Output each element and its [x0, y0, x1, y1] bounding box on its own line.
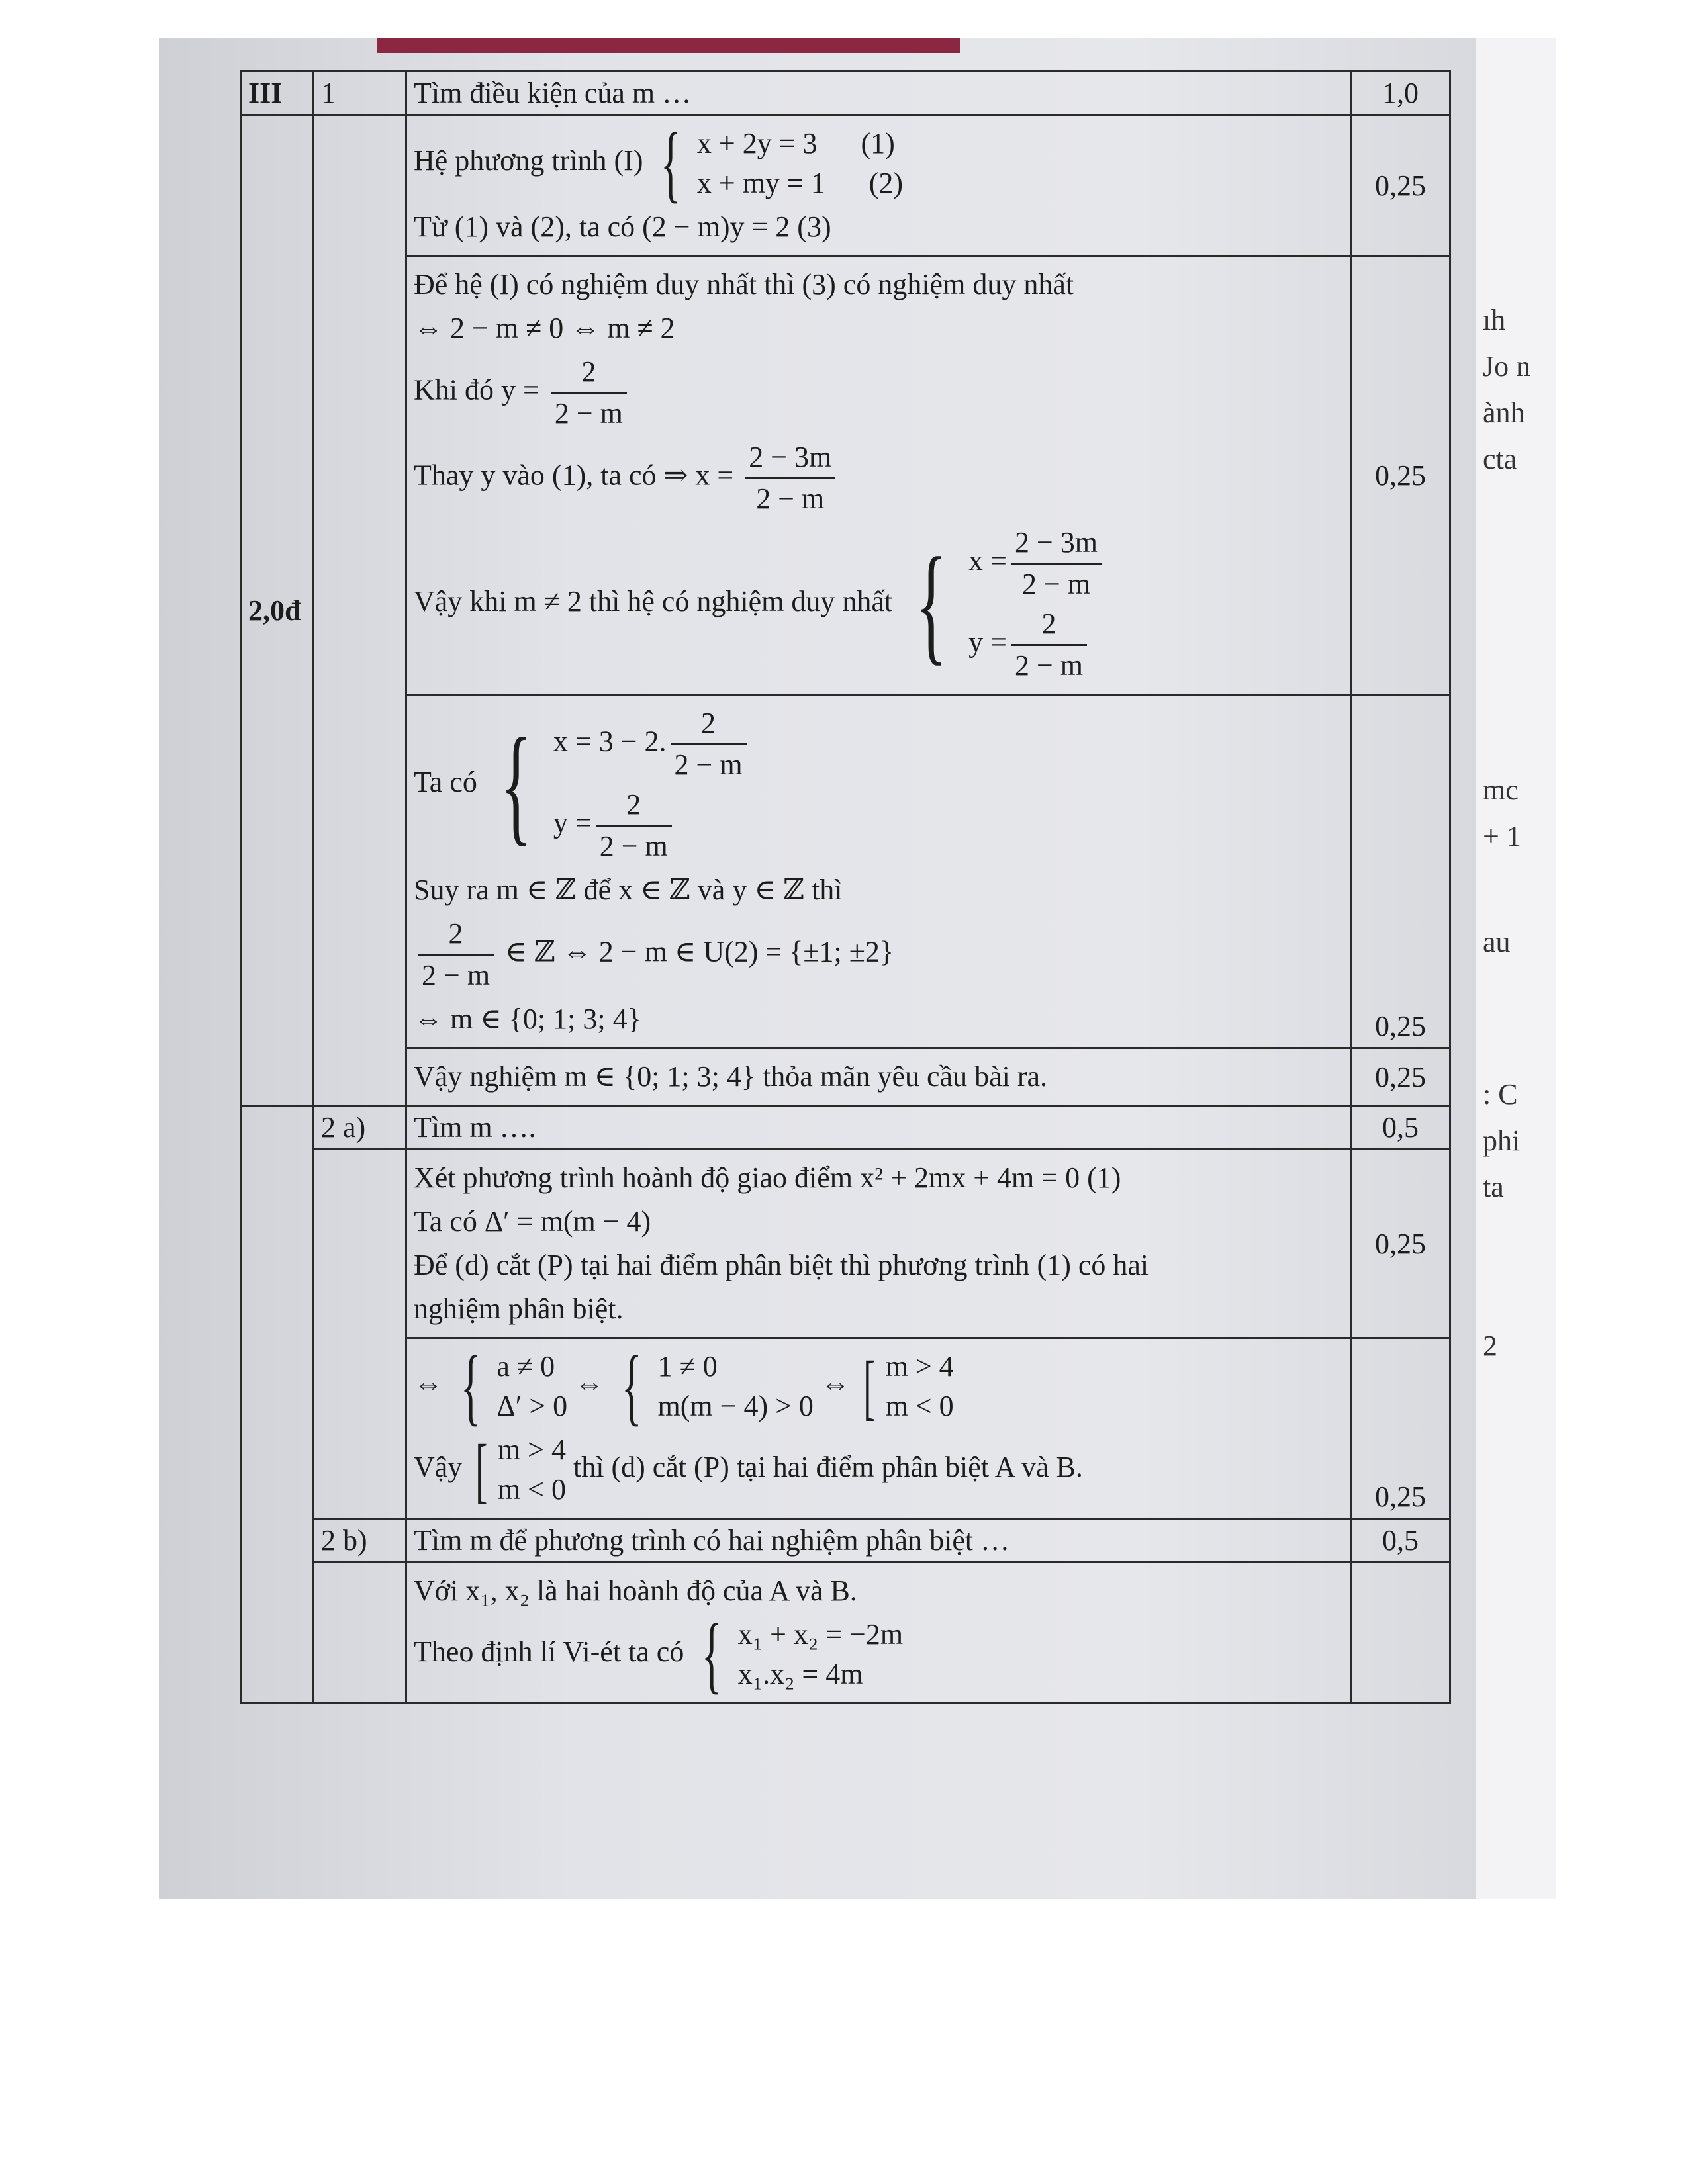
text-line: Xét phương trình hoành độ giao điểm x² + 2mx + 4m = 0 (1)	[414, 1161, 1121, 1194]
table-row	[241, 1106, 1450, 1150]
content-cell	[406, 695, 1351, 1048]
text-line: Suy ra m ∈ ℤ để x ∈ ℤ và y ∈ ℤ thì	[414, 874, 843, 906]
table-row	[241, 1519, 1450, 1563]
table-row	[241, 1563, 1450, 1704]
document-photo	[159, 38, 1556, 1899]
vieta-system: { x₁ + x₂ = −2m x₁.x₂ = 4m	[701, 1607, 904, 1702]
equation: x + my = 1	[696, 167, 825, 199]
margin-fragment: Jo n	[1483, 350, 1531, 383]
part-number: 1	[314, 71, 406, 115]
text-line: Với x₁, x₂ là hai hoành độ của A và B.	[414, 1574, 857, 1607]
text-line: thì (d) cắt (P) tại hai điểm phân biệt A và B.	[573, 1451, 1083, 1484]
content-cell	[406, 115, 1351, 256]
margin-fragment: ıh	[1483, 304, 1506, 336]
table-row	[241, 1150, 1450, 1338]
part-number-cell	[314, 1563, 406, 1704]
text-line: Ta có	[414, 766, 477, 799]
content-cell: ⇔ { a ≠ 0 Δ′ > 0 ⇔ { 1 ≠ 0 m(m − 4) > 0 ⇔ [ m > 4 m < 0 Vậy [ m > 4 m < 0 thì (d) cắt (P) tại hai điểm phân biệt A và B.	[406, 1338, 1351, 1519]
text-line: ⇔ 2 − m ≠ 0 ⇔ m ≠ 2	[414, 312, 675, 344]
text-line: nghiệm phân biệt.	[414, 1293, 624, 1325]
score: 0,25	[1351, 1338, 1450, 1519]
answer-table	[240, 70, 1451, 1704]
margin-fragment: au	[1483, 926, 1511, 958]
fraction: $\frac{2}{2 - m}$	[418, 914, 494, 995]
margin-fragment: cta	[1483, 443, 1517, 475]
text-line: ∈ ℤ ⇔ 2 − m ∈ U(2) = {±1; ±2}	[505, 935, 894, 968]
score: 0,25	[1351, 1150, 1450, 1338]
text-line: Thay y vào (1), ta có ⇒ x =	[414, 459, 734, 492]
section-points: 2,0đ	[241, 115, 314, 1106]
text-line: ⇔ m ∈ {0; 1; 3; 4}	[414, 1003, 641, 1035]
score: 0,25	[1351, 695, 1450, 1048]
fraction: $\frac{2 - 3m}{2 - m}$	[745, 437, 835, 519]
margin-fragment: ành	[1483, 396, 1525, 429]
score: 1,0	[1351, 71, 1450, 115]
equation: x + 2y = 3	[696, 127, 818, 159]
margin-fragment: 2	[1483, 1330, 1497, 1362]
solution-system: { x = $\frac{2 - 3m}{2 - m}$ y = $\frac{2}{2 - m}$	[900, 523, 1105, 686]
table-row	[241, 115, 1450, 256]
table-row	[241, 256, 1450, 695]
margin-fragment: mc	[1483, 774, 1519, 806]
score-cell	[1351, 1563, 1450, 1704]
red-object-top	[377, 38, 960, 53]
part-number: 2 a)	[314, 1106, 406, 1150]
table-row	[241, 1048, 1450, 1106]
system-I: { x + 2y = 3 (1) x + my = 1 (2)	[661, 116, 904, 211]
solution-bracket: [ m > 4 m < 0	[475, 1430, 566, 1510]
margin-fragment: + 1	[1483, 820, 1521, 852]
content-cell	[406, 256, 1351, 695]
part-number-cell	[314, 1150, 406, 1519]
table-row	[241, 1338, 1450, 1519]
condition-system: { 1 ≠ 0 m(m − 4) > 0	[621, 1339, 814, 1434]
section-roman: III	[241, 71, 314, 115]
content-cell	[406, 1563, 1351, 1704]
part-title: Tìm điều kiện của m …	[406, 71, 1351, 115]
part-number: 2 b)	[314, 1519, 406, 1563]
score: 0,5	[1351, 1519, 1450, 1563]
content-cell	[406, 1150, 1351, 1338]
section-column-cell	[241, 1106, 314, 1704]
condition-system: { a ≠ 0 Δ′ > 0	[460, 1339, 568, 1434]
margin-fragment: phi	[1483, 1124, 1521, 1157]
equation-tag: (2)	[868, 167, 904, 199]
table-row	[241, 71, 1450, 115]
fraction: $\frac{2}{2 - m}$	[551, 352, 627, 433]
content-cell	[406, 1048, 1351, 1106]
part-title: Tìm m ….	[406, 1106, 1351, 1150]
text-line: Vậy nghiệm m ∈ {0; 1; 3; 4} thỏa mãn yêu cầu bài ra.	[414, 1060, 1048, 1093]
text-line: Theo định lí Vi-ét ta có	[414, 1635, 684, 1668]
text-line: Ta có Δ′ = m(m − 4)	[414, 1205, 651, 1238]
table-row	[241, 695, 1450, 1048]
part-title: Tìm m để phương trình có hai nghiệm phân biệt …	[406, 1519, 1351, 1563]
integer-system: { x = 3 − 2. $\frac{2}{2 - m}$ y = $\frac{2}{2 - m}$	[485, 704, 751, 866]
margin-fragment: : C	[1483, 1078, 1518, 1111]
solution-bracket: [ m > 4 m < 0	[863, 1346, 954, 1427]
text-line: Vậy khi m ≠ 2 thì hệ có nghiệm duy nhất	[414, 585, 893, 618]
score: 0,25	[1351, 115, 1450, 256]
text-line: Để hệ (I) có nghiệm duy nhất thì (3) có nghiệm duy nhất	[414, 268, 1074, 300]
part-number-cell	[314, 115, 406, 1106]
text-line: Từ (1) và (2), ta có (2 − m)y = 2 (3)	[414, 210, 831, 243]
adjacent-page-edge	[1476, 38, 1556, 1899]
margin-fragment: ta	[1483, 1171, 1504, 1203]
text-line: Khi đó y =	[414, 373, 539, 406]
system-label: Hệ phương trình (I)	[414, 144, 643, 177]
score: 0,25	[1351, 1048, 1450, 1106]
equation-tag: (1)	[861, 127, 895, 159]
score: 0,5	[1351, 1106, 1450, 1150]
text-line: Để (d) cắt (P) tại hai điểm phân biệt thì phương trình (1) có hai	[414, 1249, 1149, 1281]
score: 0,25	[1351, 256, 1450, 695]
